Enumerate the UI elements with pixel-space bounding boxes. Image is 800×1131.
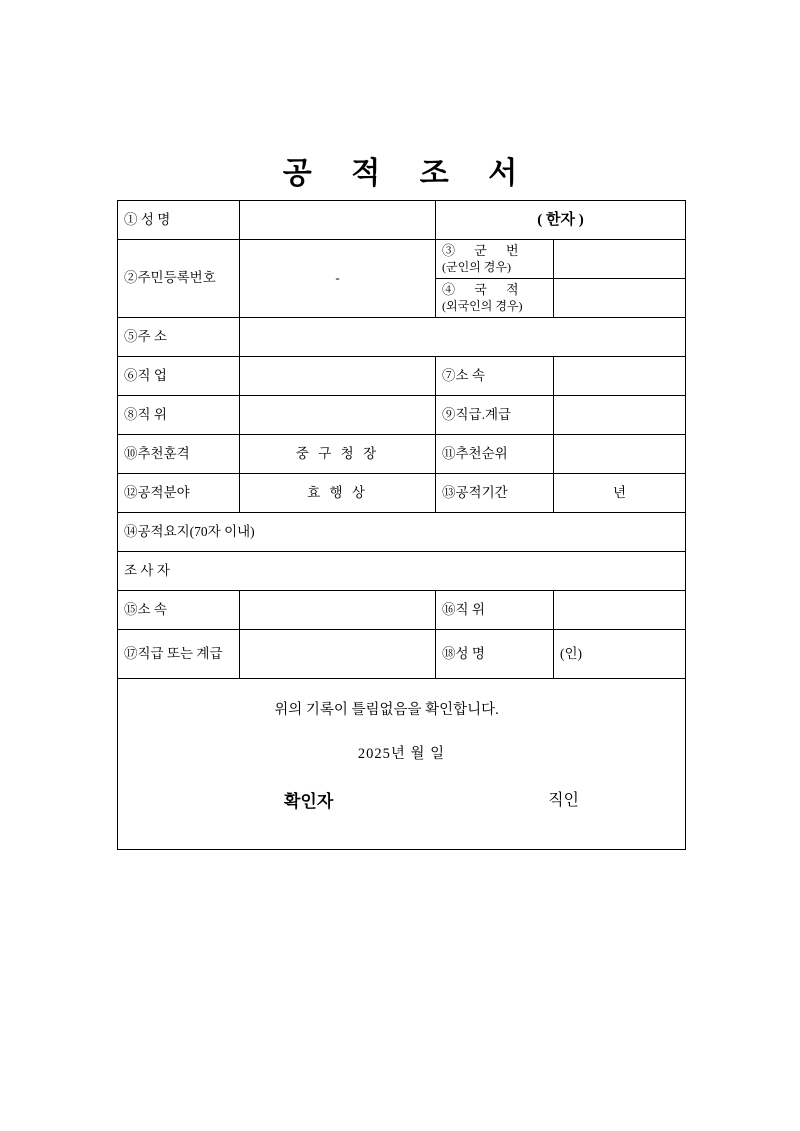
label-investigator-affiliation: ⑮소 속: [118, 591, 240, 630]
value-rrn[interactable]: -: [240, 240, 436, 318]
label-hanja: ( 한자 ): [436, 201, 686, 240]
label-recommend-order: ⑪추천순위: [436, 435, 554, 474]
label-military-number: [436, 240, 554, 279]
table-row-investigator-affiliation: [118, 591, 686, 630]
table-row-confirmation: [118, 679, 686, 850]
value-rank[interactable]: [554, 396, 686, 435]
label-recommend-org: ⑩추천훈격: [118, 435, 240, 474]
label-rank: ⑨직급.계급: [436, 396, 554, 435]
table-row-merit-summary: [118, 513, 686, 552]
value-name[interactable]: [240, 201, 436, 240]
label-military-number-line2: (군인의 경우): [442, 259, 511, 274]
seal-mark: (인): [560, 645, 583, 661]
table-row-address: [118, 318, 686, 357]
table-row-name: [118, 201, 686, 240]
value-affiliation[interactable]: [554, 357, 686, 396]
value-investigator-rank[interactable]: [240, 630, 436, 679]
table-row-merit-field: [118, 474, 686, 513]
page-title: 공 적 조 서: [282, 157, 534, 190]
confirmation-statement: 위의 기록이 틀림없음을 확인합니다.: [274, 702, 499, 718]
official-seal-label: 직인: [548, 792, 580, 809]
label-rrn: ②주민등록번호: [118, 240, 240, 318]
confirmation-block: [118, 679, 686, 850]
label-name: ① 성 명: [118, 201, 240, 240]
value-investigator-affiliation[interactable]: [240, 591, 436, 630]
label-investigator-name: ⑱성 명: [436, 630, 554, 679]
value-address[interactable]: [240, 318, 686, 357]
label-merit-field: ⑫공적분야: [118, 474, 240, 513]
label-address: ⑤주 소: [118, 318, 240, 357]
value-military-number[interactable]: [554, 240, 686, 279]
label-job: ⑥직 업: [118, 357, 240, 396]
label-nationality-line2: (외국인의 경우): [442, 298, 523, 313]
value-recommend-org[interactable]: 중 구 청 장: [240, 435, 436, 474]
value-investigator-position[interactable]: [554, 591, 686, 630]
value-position[interactable]: [240, 396, 436, 435]
label-nationality: [436, 279, 554, 318]
label-position: ⑧직 위: [118, 396, 240, 435]
table-row-recommend: [118, 435, 686, 474]
table-row-position: [118, 396, 686, 435]
label-investigator-position: ⑯직 위: [436, 591, 554, 630]
value-merit-period[interactable]: 년: [554, 474, 686, 513]
label-merit-period: ⑬공적기간: [436, 474, 554, 513]
merit-report-form: [117, 200, 686, 850]
label-investigator-rank: ⑰직급 또는 계급: [118, 630, 240, 679]
value-recommend-order[interactable]: [554, 435, 686, 474]
table-row-job: [118, 357, 686, 396]
confirmer-label: 확인자: [284, 792, 334, 811]
merit-summary-caption: ⑭공적요지(70자 이내): [124, 523, 255, 539]
label-merit-summary[interactable]: [118, 513, 686, 552]
table-row-investigator-rank: [118, 630, 686, 679]
label-affiliation: ⑦소 속: [436, 357, 554, 396]
value-investigator-name[interactable]: [554, 630, 686, 679]
label-military-number-line1: ③ 군 번: [442, 243, 527, 259]
confirmation-date: 2025년 월 일: [357, 746, 446, 762]
label-nationality-line1: ④ 국 적: [442, 282, 527, 298]
value-job[interactable]: [240, 357, 436, 396]
investigator-heading: 조 사 자: [118, 552, 686, 591]
table-row-investigator-heading: [118, 552, 686, 591]
confirmation-signature-row: [124, 791, 679, 812]
table-row-rrn-military: [118, 240, 686, 279]
value-merit-field[interactable]: 효 행 상: [240, 474, 436, 513]
value-nationality[interactable]: [554, 279, 686, 318]
